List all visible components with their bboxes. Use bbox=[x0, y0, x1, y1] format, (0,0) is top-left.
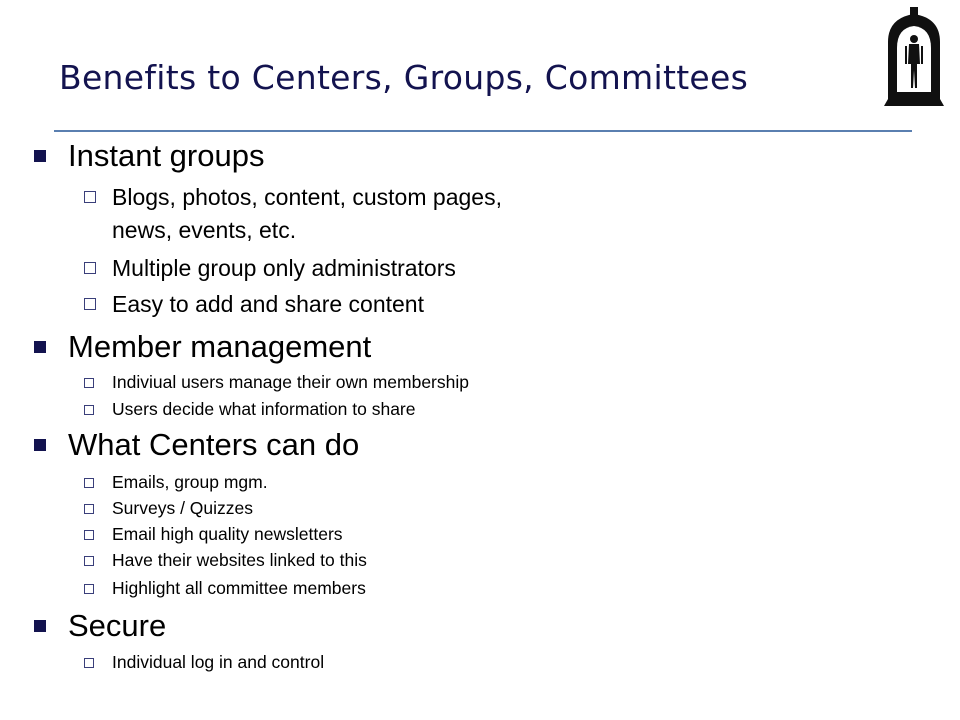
sub-bullet-text: Highlight all committee members bbox=[112, 578, 366, 598]
hollow-square-bullet-icon bbox=[84, 584, 94, 594]
square-bullet-icon bbox=[34, 341, 46, 353]
hollow-square-bullet-icon bbox=[84, 298, 96, 310]
hollow-square-bullet-icon bbox=[84, 478, 94, 488]
sub-bullet-text: Easy to add and share content bbox=[112, 291, 424, 317]
bullet-heading: Member management bbox=[68, 329, 372, 364]
hollow-square-bullet-icon bbox=[84, 658, 94, 668]
sub-bullet-text: news, events, etc. bbox=[112, 217, 297, 243]
title-divider bbox=[54, 130, 912, 132]
hollow-square-bullet-icon bbox=[84, 405, 94, 415]
statue-in-alcove-icon bbox=[878, 6, 950, 108]
sub-bullet-text: Email high quality newsletters bbox=[112, 524, 343, 544]
square-bullet-icon bbox=[34, 620, 46, 632]
square-bullet-icon bbox=[34, 150, 46, 162]
hollow-square-bullet-icon bbox=[84, 262, 96, 274]
slide-title: Benefits to Centers, Groups, Committees bbox=[59, 58, 749, 97]
hollow-square-bullet-icon bbox=[84, 530, 94, 540]
sub-bullet-text: Individual log in and control bbox=[112, 652, 325, 672]
bullet-heading: Secure bbox=[68, 608, 167, 643]
hollow-square-bullet-icon bbox=[84, 191, 96, 203]
sub-bullet-text: Users decide what information to share bbox=[112, 399, 416, 419]
bullet-heading: What Centers can do bbox=[68, 427, 360, 462]
sub-bullet-text: Emails, group mgm. bbox=[112, 472, 268, 492]
hollow-square-bullet-icon bbox=[84, 556, 94, 566]
bullet-heading: Instant groups bbox=[68, 138, 265, 173]
sub-bullet-text: Indiviual users manage their own membership bbox=[112, 372, 469, 392]
sub-bullet-text: Multiple group only administrators bbox=[112, 255, 456, 281]
sub-bullet-text: Blogs, photos, content, custom pages, bbox=[112, 184, 502, 210]
hollow-square-bullet-icon bbox=[84, 378, 94, 388]
sub-bullet-text: Surveys / Quizzes bbox=[112, 498, 254, 518]
sub-bullet-text: Have their websites linked to this bbox=[112, 550, 367, 570]
hollow-square-bullet-icon bbox=[84, 504, 94, 514]
square-bullet-icon bbox=[34, 439, 46, 451]
